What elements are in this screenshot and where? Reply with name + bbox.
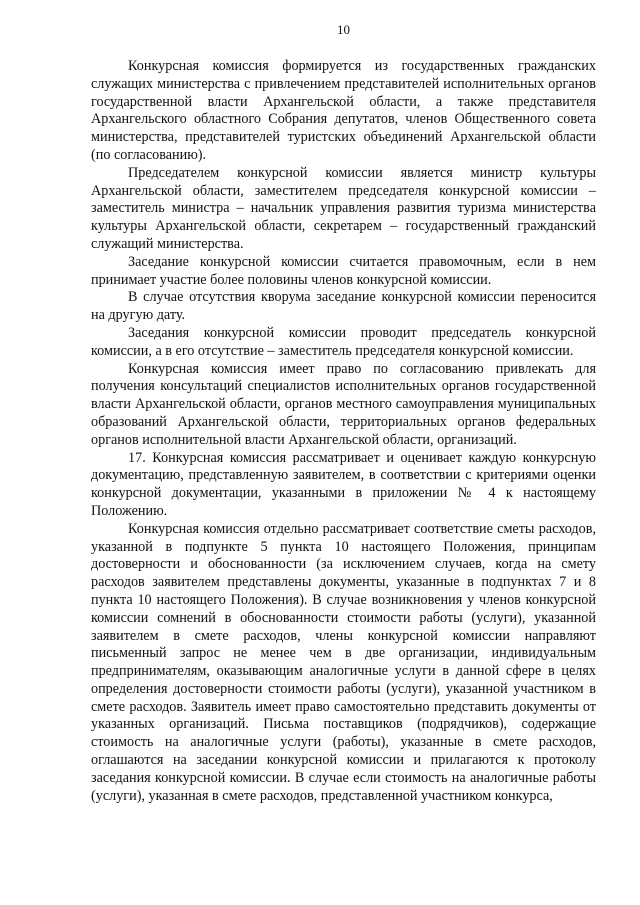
paragraph-no-quorum: В случае отсутствия кворума заседание конкурсной комиссии переносится на другую дату. — [91, 289, 596, 324]
paragraph-quorum-valid: Заседание конкурсной комиссии считается правомочным, если в нем принимает участие более половины членов конкурсной комиссии. — [91, 253, 596, 288]
paragraph-item-17: 17. Конкурсная комиссия рассматривает и оценивает каждую конкурсную документацию, представленную заявителем, в соответствии с критериями оценки конкурсной документации, указанными в приложении № 4 к настоящему Положению. — [91, 449, 596, 519]
page-number: 10 — [337, 22, 350, 37]
paragraph-consultants: Конкурсная комиссия имеет право по согласованию привлекать для получения консультаций специалистов исполнительных органов государственной власти Архангельской области, органов местного самоуправления муниципальных образований Архангельской области, территориальных органов федеральных органов исполнительной власти Архангельской области, организаций. — [91, 360, 596, 448]
paragraph-commission-composition: Конкурсная комиссия формируется из государственных гражданских служащих министерства с привлечением представителей исполнительных органов государственной власти Архангельской области, а также представителя Архангельского областного Собрания депутатов, членов Общественного совета министерства, представителей туристских объединений Архангельской области (по согласованию). — [91, 58, 596, 163]
paragraph-chairman: Председателем конкурсной комиссии является министр культуры Архангельской области, заместителем председателя конкурсной комиссии – заместитель министра – начальник управления развития туризма министерства культуры Архангельской области, секретарем – государственный гражданский служащий министерства. — [91, 164, 596, 252]
paragraph-meetings-chair: Заседания конкурсной комиссии проводит председатель конкурсной комиссии, а в его отсутствие – заместитель председателя конкурсной комиссии. — [91, 324, 596, 359]
paragraph-cost-estimate: Конкурсная комиссия отдельно рассматривает соответствие сметы расходов, указанной в подпункте 5 пункта 10 настоящего Положения, принципам достоверности и обоснованности (за исключением случаев, когда на смету расходов заявителем представлены документы, указанные в подпунктах 7 и 8 пункта 10 настоящего Положения). В случае возникновения у членов конкурсной комиссии сомнений в обоснованности стоимости работы (услуги), указанной заявителем в смете расходов, члены конкурсной комиссии направляют письменный запрос не менее чем в две организации, индивидуальным предпринимателям, оказывающим аналогичные услуги в данной сфере в целях определения достоверности стоимости работы (услуги), указанной участником в смете расходов. Заявитель имеет право самостоятельно представить документы от указанных организаций. Письма поставщиков (подрядчиков), содержащие стоимость на аналогичные услуги (работы), указанные в смете расходов, оглашаются на заседании конкурсной комиссии и прилагаются к протоколу заседания конкурсной комиссии. В случае если стоимость на аналогичные работы (услуги), указанная в смете расходов, представленной участником конкурса, — [91, 520, 596, 804]
